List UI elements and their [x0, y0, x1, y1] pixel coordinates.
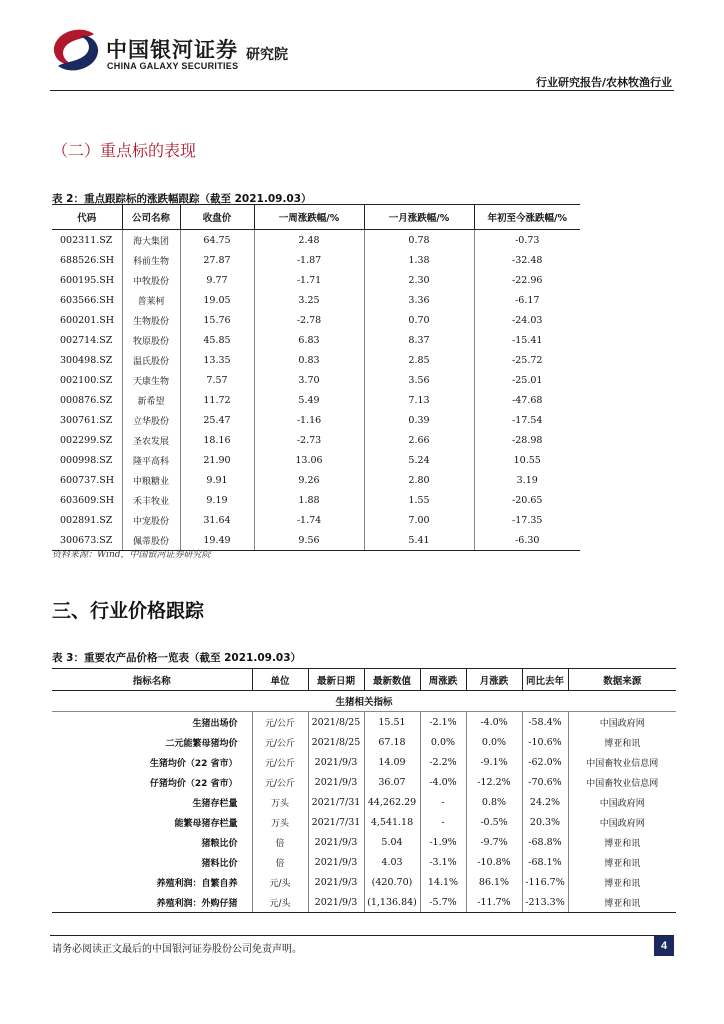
cell-month-change: 0.78 [364, 230, 474, 251]
cell-week: 14.1% [420, 872, 466, 892]
cell-indicator: 猪粮比价 [201, 838, 238, 849]
cell-ytd-change: -32.48 [474, 250, 580, 270]
col-header-month-change: 一月涨跌幅/% [364, 205, 474, 230]
cell-source: 中国政府网 [568, 712, 676, 733]
cell-code: 603609.SH [60, 494, 115, 506]
table-row [52, 892, 676, 913]
cell-close: 13.35 [180, 350, 254, 370]
cell-company: 普莱柯 [122, 290, 180, 310]
cell-company: 海大集团 [122, 230, 180, 251]
cell-code: 002100.SZ [60, 374, 113, 386]
cell-week-change: -2.78 [254, 310, 364, 330]
cell-date: 2021/9/3 [308, 832, 364, 852]
cell-month-change: 0.39 [364, 410, 474, 430]
cell-month-change: 2.80 [364, 470, 474, 490]
cell-company: 立华股份 [122, 410, 180, 430]
cell-source: 博亚和讯 [568, 832, 676, 852]
col-header-unit: 单位 [252, 669, 308, 691]
cell-code: 603566.SH [60, 294, 115, 306]
cell-week: -1.9% [420, 832, 466, 852]
cell-code: 002299.SZ [60, 434, 113, 446]
cell-value: (1,136.84) [364, 892, 420, 913]
table-row [52, 430, 580, 450]
table-row [52, 450, 580, 470]
cell-company: 中宠股份 [122, 510, 180, 530]
cell-ytd-change: -15.41 [474, 330, 580, 350]
cell-indicator: 养殖利润：自繁自养 [156, 878, 238, 889]
table-row [52, 752, 676, 772]
cell-ytd-change: -24.03 [474, 310, 580, 330]
col-header-latest-date: 最新日期 [308, 669, 364, 691]
cell-value: 36.07 [364, 772, 420, 792]
col-header-week-change: 一周涨跌幅/% [254, 205, 364, 230]
col-header-latest-value: 最新数值 [364, 669, 420, 691]
cell-ytd-change: -47.68 [474, 390, 580, 410]
cell-date: 2021/9/3 [308, 852, 364, 872]
cell-company: 生物股份 [122, 310, 180, 330]
logo-institute: 研究院 [246, 47, 288, 63]
cell-source: 博亚和讯 [568, 852, 676, 872]
header-divider [50, 90, 674, 91]
table-row [52, 390, 580, 410]
cell-unit: 倍 [252, 852, 308, 872]
cell-close: 25.47 [180, 410, 254, 430]
cell-indicator: 养殖利润：外购仔猪 [52, 892, 252, 913]
cell-value: (420.70) [364, 872, 420, 892]
cell-ytd-change: -17.35 [474, 510, 580, 530]
cell-indicator: 猪料比价 [201, 858, 238, 869]
cell-week-change: 3.25 [254, 290, 364, 310]
cell-value: 4.03 [364, 852, 420, 872]
cell-month: -0.5% [466, 812, 522, 832]
cell-unit: 倍 [252, 832, 308, 852]
table-row [52, 872, 676, 892]
table3-body [52, 691, 676, 913]
cell-month: 0.8% [466, 792, 522, 812]
page-header [0, 0, 724, 92]
table-row [52, 852, 676, 872]
cell-unit: 元/头 [252, 892, 308, 913]
cell-week-change: -1.71 [254, 270, 364, 290]
cell-close: 45.85 [180, 330, 254, 350]
cell-yoy: 24.2% [522, 792, 568, 812]
cell-month-change: 3.56 [364, 370, 474, 390]
cell-week: 0.0% [420, 732, 466, 752]
table3-caption: 表 3：重要农产品价格一览表（截至 2021.09.03） [52, 652, 302, 664]
col-header-month: 月涨跌 [466, 669, 522, 691]
cell-yoy: -10.6% [522, 732, 568, 752]
cell-ytd-change: -17.54 [474, 410, 580, 430]
cell-month: -4.0% [466, 712, 522, 733]
table-row [52, 490, 580, 510]
cell-ytd-change: 3.19 [474, 470, 580, 490]
cell-value: 67.18 [364, 732, 420, 752]
cell-ytd-change: -25.01 [474, 370, 580, 390]
cell-yoy: -116.7% [522, 872, 568, 892]
table3-prices [52, 668, 676, 913]
logo-english-name: CHINA GALAXY SECURITIES [107, 61, 239, 71]
table3-header-row [52, 669, 676, 691]
cell-code: 002311.SZ [60, 234, 113, 246]
cell-unit: 元/公斤 [252, 772, 308, 792]
table-row [52, 270, 580, 290]
cell-month-change: 2.85 [364, 350, 474, 370]
cell-close: 9.19 [180, 490, 254, 510]
cell-ytd-change: -22.96 [474, 270, 580, 290]
cell-week-change: 9.26 [254, 470, 364, 490]
table3-group-row [52, 691, 676, 712]
cell-company: 温氏股份 [122, 350, 180, 370]
table2-key-stocks [52, 204, 580, 551]
cell-close: 27.87 [180, 250, 254, 270]
col-header-source: 数据来源 [568, 669, 676, 691]
col-header-yoy: 同比去年 [522, 669, 568, 691]
cell-ytd-change: -20.65 [474, 490, 580, 510]
cell-month-change: 5.41 [364, 530, 474, 551]
report-type: 行业研究报告/农林牧渔行业 [535, 76, 672, 89]
cell-value: 14.09 [364, 752, 420, 772]
cell-code: 002714.SZ [60, 334, 113, 346]
cell-unit: 元/公斤 [252, 712, 308, 733]
cell-company: 中粮糖业 [122, 470, 180, 490]
cell-company: 新希望 [122, 390, 180, 410]
cell-month: -10.8% [466, 852, 522, 872]
cell-company: 隆平高科 [122, 450, 180, 470]
cell-month-change: 1.55 [364, 490, 474, 510]
cell-unit: 元/头 [252, 872, 308, 892]
cell-week-change: 3.70 [254, 370, 364, 390]
cell-company: 中牧股份 [122, 270, 180, 290]
cell-source: 中国政府网 [568, 812, 676, 832]
cell-yoy: -58.4% [522, 712, 568, 733]
cell-date: 2021/9/3 [308, 772, 364, 792]
cell-company: 天康生物 [122, 370, 180, 390]
cell-close: 21.90 [180, 450, 254, 470]
cell-week: - [420, 792, 466, 812]
cell-code: 600195.SH [60, 274, 115, 286]
cell-month-change: 8.37 [364, 330, 474, 350]
cell-code: 000876.SZ [60, 394, 113, 406]
cell-month: -12.2% [466, 772, 522, 792]
section-heading: 三、行业价格跟踪 [52, 600, 205, 622]
cell-week: -4.0% [420, 772, 466, 792]
cell-company: 圣农发展 [122, 430, 180, 450]
cell-month-change: 3.36 [364, 290, 474, 310]
cell-month: -9.1% [466, 752, 522, 772]
cell-date: 2021/9/3 [308, 872, 364, 892]
cell-code: 688526.SH [60, 254, 115, 266]
cell-month: 0.0% [466, 732, 522, 752]
cell-week: -5.7% [420, 892, 466, 913]
cell-unit: 万头 [252, 812, 308, 832]
cell-date: 2021/7/31 [308, 812, 364, 832]
cell-close: 15.76 [180, 310, 254, 330]
table2-caption: 表 2：重点跟踪标的涨跌幅跟踪（截至 2021.09.03） [52, 193, 312, 205]
table-row [52, 350, 580, 370]
cell-value: 5.04 [364, 832, 420, 852]
col-header-ytd-change: 年初至今涨跌幅/% [474, 205, 580, 230]
cell-company: 科前生物 [122, 250, 180, 270]
cell-week-change: 13.06 [254, 450, 364, 470]
cell-source: 中国畜牧业信息网 [568, 772, 676, 792]
cell-close: 18.16 [180, 430, 254, 450]
group-label: 生猪相关指标 [52, 691, 676, 712]
cell-month-change: 2.30 [364, 270, 474, 290]
table2-source: 资料来源：Wind，中国银河证券研究院 [52, 550, 211, 560]
col-header-close: 收盘价 [180, 205, 254, 230]
cell-yoy: -68.1% [522, 852, 568, 872]
cell-company: 佩蒂股份 [122, 530, 180, 551]
cell-source: 中国政府网 [568, 792, 676, 812]
cell-month-change: 0.70 [364, 310, 474, 330]
cell-source: 中国畜牧业信息网 [568, 752, 676, 772]
table-row [52, 792, 676, 812]
cell-code: 300761.SZ [60, 414, 113, 426]
footer-disclaimer: 请务必阅读正文最后的中国银河证券股份公司免责声明。 [52, 944, 302, 955]
col-header-code: 代码 [52, 205, 122, 230]
table-row [52, 410, 580, 430]
cell-unit: 万头 [252, 792, 308, 812]
cell-code: 000998.SZ [60, 454, 113, 466]
table-row [52, 712, 676, 733]
cell-code: 600737.SH [60, 474, 115, 486]
cell-month: -11.7% [466, 892, 522, 913]
cell-yoy: -68.8% [522, 832, 568, 852]
cell-week-change: 1.88 [254, 490, 364, 510]
logo-chinese-name: 中国银河证券 [106, 38, 238, 62]
cell-indicator: 二元能繁母猪均价 [165, 738, 238, 749]
cell-month-change: 5.24 [364, 450, 474, 470]
cell-date: 2021/8/25 [308, 732, 364, 752]
cell-yoy: -70.6% [522, 772, 568, 792]
cell-source: 博亚和讯 [568, 892, 676, 913]
table-row [52, 510, 580, 530]
cell-date: 2021/7/31 [308, 792, 364, 812]
cell-unit: 元/公斤 [252, 732, 308, 752]
col-header-indicator: 指标名称 [52, 669, 252, 691]
cell-week-change: 9.56 [254, 530, 364, 551]
cell-month-change: 1.38 [364, 250, 474, 270]
cell-company: 禾丰牧业 [122, 490, 180, 510]
cell-value: 4,541.18 [364, 812, 420, 832]
cell-code: 300498.SZ [60, 354, 113, 366]
cell-indicator: 生猪存栏量 [192, 798, 238, 809]
cell-date: 2021/8/25 [308, 712, 364, 733]
section-subheading: （二）重点标的表现 [52, 141, 197, 160]
cell-close: 9.91 [180, 470, 254, 490]
table-row [52, 310, 580, 330]
col-header-company: 公司名称 [122, 205, 180, 230]
cell-month: 86.1% [466, 872, 522, 892]
cell-code: 300673.SZ [52, 530, 122, 551]
table-row [52, 732, 676, 752]
cell-source: 博亚和讯 [568, 732, 676, 752]
col-header-week: 周涨跌 [420, 669, 466, 691]
cell-week-change: -2.73 [254, 430, 364, 450]
cell-close: 11.72 [180, 390, 254, 410]
cell-week: -2.1% [420, 712, 466, 733]
cell-ytd-change: -28.98 [474, 430, 580, 450]
cell-close: 64.75 [180, 230, 254, 251]
cell-value: 15.51 [364, 712, 420, 733]
cell-ytd-change: -6.17 [474, 290, 580, 310]
cell-source: 博亚和讯 [568, 872, 676, 892]
table2-body [52, 230, 580, 551]
cell-indicator: 生猪出场价 [192, 718, 238, 729]
cell-date: 2021/9/3 [308, 892, 364, 913]
cell-close: 19.49 [180, 530, 254, 551]
page-number: 4 [654, 936, 674, 956]
cell-ytd-change: -25.72 [474, 350, 580, 370]
cell-unit: 元/公斤 [252, 752, 308, 772]
table-row [52, 772, 676, 792]
cell-week-change: -1.87 [254, 250, 364, 270]
table-row [52, 832, 676, 852]
cell-week: -3.1% [420, 852, 466, 872]
cell-yoy: 20.3% [522, 812, 568, 832]
cell-yoy: -213.3% [522, 892, 568, 913]
table-row [52, 250, 580, 270]
cell-ytd-change: 10.55 [474, 450, 580, 470]
cell-month: -9.7% [466, 832, 522, 852]
cell-indicator: 生猪均价（22 省市） [149, 758, 238, 769]
cell-indicator: 仔猪均价（22 省市） [149, 778, 238, 789]
cell-month-change: 2.66 [364, 430, 474, 450]
cell-close: 19.05 [180, 290, 254, 310]
table-row [52, 230, 580, 251]
cell-month-change: 7.13 [364, 390, 474, 410]
table-row [52, 290, 580, 310]
cell-value: 44,262.29 [364, 792, 420, 812]
cell-month-change: 7.00 [364, 510, 474, 530]
footer-divider [50, 935, 674, 936]
cell-week-change: 2.48 [254, 230, 364, 251]
cell-close: 9.77 [180, 270, 254, 290]
cell-indicator: 能繁母猪存栏量 [174, 818, 238, 829]
cell-ytd-change: -0.73 [474, 230, 580, 251]
cell-close: 7.57 [180, 370, 254, 390]
table-row [52, 470, 580, 490]
galaxy-logo-icon [50, 26, 102, 74]
table2-header-row [52, 205, 580, 230]
table-row [52, 330, 580, 350]
cell-ytd-change: -6.30 [474, 530, 580, 551]
cell-code: 600201.SH [60, 314, 115, 326]
cell-code: 002891.SZ [60, 514, 113, 526]
cell-week-change: 6.83 [254, 330, 364, 350]
cell-week-change: -1.74 [254, 510, 364, 530]
cell-yoy: -62.0% [522, 752, 568, 772]
cell-week-change: 0.83 [254, 350, 364, 370]
cell-company: 牧原股份 [122, 330, 180, 350]
cell-week-change: 5.49 [254, 390, 364, 410]
table-row [52, 812, 676, 832]
table-row [52, 370, 580, 390]
cell-week: - [420, 812, 466, 832]
cell-week: -2.2% [420, 752, 466, 772]
cell-date: 2021/9/3 [308, 752, 364, 772]
cell-close: 31.64 [180, 510, 254, 530]
cell-week-change: -1.16 [254, 410, 364, 430]
